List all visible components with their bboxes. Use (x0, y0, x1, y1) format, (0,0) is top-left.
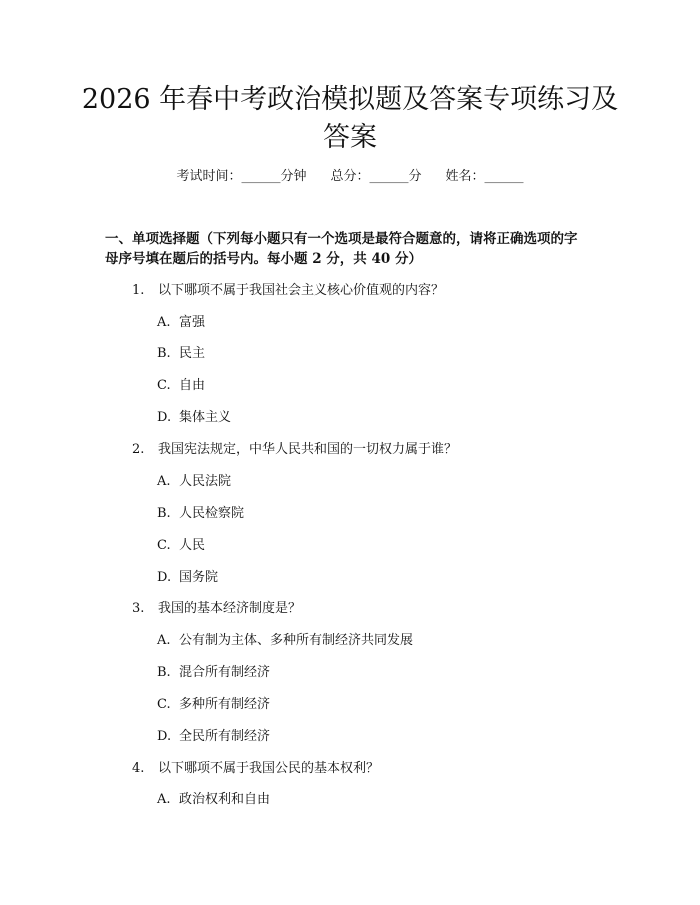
option-1b (157, 344, 205, 364)
option-3a (157, 631, 413, 651)
option-letter: A. (157, 792, 171, 807)
option-text: 人民检察院 (179, 506, 245, 521)
option-4a (157, 790, 270, 810)
option-letter: D. (157, 410, 172, 425)
exam-time-field (176, 169, 306, 184)
section-heading-line-2: 母序号填在题后的括号内。每小题 2 分，共 40 分） (105, 251, 422, 267)
name-label: 姓名： (445, 169, 485, 184)
option-letter: A. (157, 315, 171, 330)
option-letter: B. (157, 506, 171, 521)
question-number: 4. (132, 761, 145, 776)
option-text: 人民法院 (179, 474, 232, 489)
document-title-line-2: 答案 (323, 122, 377, 153)
question-text: 我国的基本经济制度是？ (158, 601, 302, 616)
option-text: 民主 (179, 346, 206, 361)
option-3c (157, 695, 270, 715)
option-2a (157, 472, 231, 492)
option-text: 全民所有制经济 (179, 729, 271, 744)
option-text: 多种所有制经济 (179, 697, 271, 712)
exam-info-line (0, 167, 700, 187)
option-2c (157, 536, 205, 556)
total-score-field (330, 169, 421, 184)
exam-time-label: 考试时间： (176, 169, 242, 184)
question-4 (132, 759, 379, 779)
option-3b (157, 663, 270, 683)
name-blank: ______ (484, 169, 524, 184)
option-letter: B. (157, 346, 171, 361)
option-letter: C. (157, 378, 171, 393)
question-number: 1. (132, 283, 145, 298)
option-text: 政治权利和自由 (179, 792, 271, 807)
question-text: 以下哪项不属于我国社会主义核心价值观的内容？ (158, 283, 445, 298)
option-1c (157, 376, 205, 396)
question-2 (132, 440, 457, 460)
option-letter: D. (157, 570, 172, 585)
name-field (446, 169, 524, 184)
total-score-blank: ______ (369, 169, 409, 184)
question-3 (132, 599, 301, 619)
option-1d (157, 408, 231, 428)
exam-time-unit: 分钟 (280, 169, 307, 184)
exam-time-blank: ______ (241, 169, 281, 184)
option-text: 公有制为主体、多种所有制经济共同发展 (179, 633, 414, 648)
question-1 (132, 281, 444, 301)
option-3d (157, 727, 270, 747)
option-letter: B. (157, 665, 171, 680)
option-text: 国务院 (179, 570, 219, 585)
option-letter: D. (157, 729, 172, 744)
document-title-line-1: 2026 年春中考政治模拟题及答案专项练习及 (81, 84, 619, 115)
question-text: 以下哪项不属于我国公民的基本权利？ (158, 761, 380, 776)
option-letter: C. (157, 538, 171, 553)
option-1a (157, 313, 205, 333)
question-number: 3. (132, 601, 145, 616)
option-text: 混合所有制经济 (179, 665, 271, 680)
option-letter: A. (157, 474, 171, 489)
total-score-unit: 分 (408, 169, 422, 184)
option-2d (157, 568, 218, 588)
option-letter: A. (157, 633, 171, 648)
total-score-label: 总分： (330, 169, 370, 184)
option-text: 集体主义 (179, 410, 232, 425)
option-text: 富强 (179, 315, 206, 330)
option-text: 自由 (179, 378, 206, 393)
option-letter: C. (157, 697, 171, 712)
option-text: 人民 (179, 538, 206, 553)
option-2b (157, 504, 244, 524)
question-number: 2. (132, 442, 145, 457)
question-text: 我国宪法规定，中华人民共和国的一切权力属于谁？ (158, 442, 458, 457)
section-heading-line-1: 一、单项选择题（下列每小题只有一个选项是最符合题意的，请将正确选项的字 (105, 231, 578, 247)
